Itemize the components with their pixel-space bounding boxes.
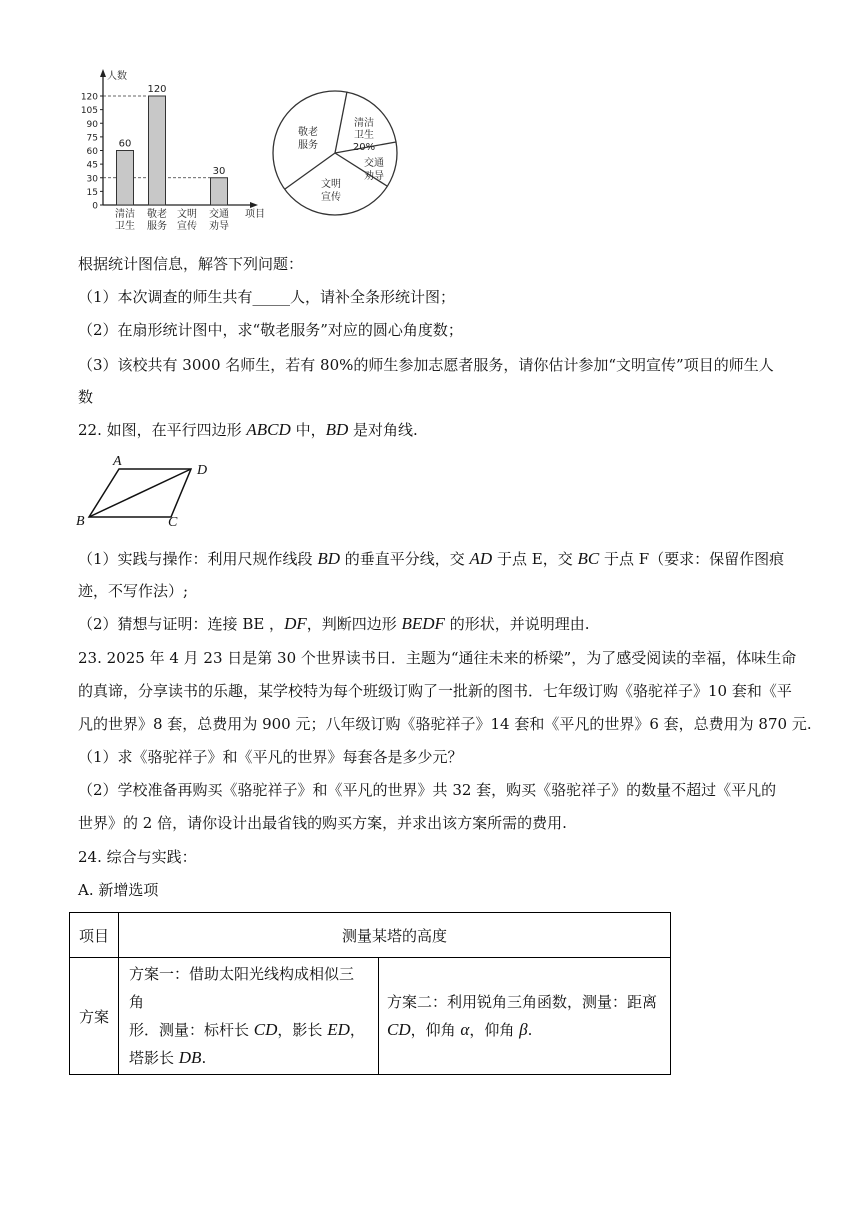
category-label: 宣传 xyxy=(177,221,197,232)
plan-one-line2 xyxy=(129,1016,368,1044)
q21-intro: 根据统计图信息，解答下列问题： xyxy=(78,255,304,273)
plan-two-beta: β xyxy=(519,1020,528,1039)
plan-two-cell xyxy=(379,958,671,1075)
q22-p1-text: 于点 E，交 xyxy=(492,550,578,568)
plan-two-alpha: α xyxy=(460,1020,470,1039)
q22-p1-text: 的垂直平分线，交 xyxy=(340,550,470,568)
q22-part1-line1 xyxy=(78,549,784,569)
y-tick-label: 15 xyxy=(86,187,98,198)
q22-stem-text2: 中， xyxy=(290,421,326,439)
bar xyxy=(149,96,166,205)
y-tick-label: 60 xyxy=(86,147,98,157)
category-label: 敬老 xyxy=(147,209,167,220)
q21-part3-line2: 数 xyxy=(78,388,94,406)
q22-part2 xyxy=(78,614,590,634)
q22-p2-text: （2）猜想与证明：连接 BE ， xyxy=(78,615,285,633)
pie-label-qingjie-2: 卫生 xyxy=(354,130,374,141)
bar-chart xyxy=(70,65,270,240)
q21-part3-line1: （3）该校共有 3000 名师生，若有 80%的师生参加志愿者服务，请你估计参加“文明宣传”项目的师生人 xyxy=(78,356,774,374)
pie-label-qingjie-1: 清洁 xyxy=(354,118,374,129)
q23-part2-line2: 世界》的 2 倍，请你设计出最省钱的购买方案，并求出该方案所需的费用. xyxy=(78,814,567,832)
category-label: 劝导 xyxy=(209,221,229,232)
category-label: 服务 xyxy=(147,221,167,232)
parallelogram-figure xyxy=(72,452,222,532)
q22-p1-bd: BD xyxy=(317,549,340,568)
y-tick-label: 90 xyxy=(86,119,98,130)
q22-p2-text: ，判断四边形 xyxy=(306,615,402,633)
q22-bd: BD xyxy=(325,420,349,439)
y-tick-label: 0 xyxy=(92,201,98,212)
plan-one-line1: 方案一：借助太阳光线构成相似三角 xyxy=(129,965,355,1011)
q22-p1-text: （1）实践与操作：利用尺规作线段 xyxy=(78,550,318,568)
plan-one-line3 xyxy=(129,1044,368,1072)
vertex-d-label: D xyxy=(197,463,208,478)
q22-p2-bedf: BEDF xyxy=(401,614,445,633)
y-tick-label: 75 xyxy=(86,133,98,144)
x-axis-arrow xyxy=(250,202,258,208)
category-label: 卫生 xyxy=(115,221,135,232)
plan-one-cd: CD xyxy=(253,1020,278,1039)
plan-one-ed: ED xyxy=(327,1020,350,1039)
x-axis-label: 项目 xyxy=(245,209,265,220)
q22-p1-text: 于点 F（要求：保留作图痕 xyxy=(599,550,785,568)
plan-one-text: 形．测量：标杆长 xyxy=(129,1021,254,1039)
y-tick-label: 45 xyxy=(86,160,98,171)
y-tick-label: 105 xyxy=(80,106,98,117)
pie-label-jiaotong-1: 交通 xyxy=(364,158,384,169)
pie-label-wenming-1: 文明 xyxy=(321,179,341,190)
q22-part1-line2: 迹，不写作法）; xyxy=(78,582,189,600)
q23-line2: 的真谛，分享读书的乐趣，某学校特为每个班级订购了一批新的图书．七年级订购《骆驼祥子》10 套和《平 xyxy=(78,682,792,700)
vertex-b-label: B xyxy=(76,514,85,529)
q22-abcd: ABCD xyxy=(246,420,291,439)
bar-value-label: 120 xyxy=(147,84,167,95)
q24-sub: A. 新增选项 xyxy=(78,881,159,899)
y-tick-label: 30 xyxy=(86,174,98,185)
y-axis-label: 人数 xyxy=(107,71,127,82)
pie-label-wenming-2: 宣传 xyxy=(321,192,341,203)
pie-divider xyxy=(335,92,347,153)
plan-one-text: ，影长 xyxy=(277,1021,328,1039)
q22-p1-ad: AD xyxy=(469,549,493,568)
plan-one-text: . xyxy=(201,1049,207,1067)
pie-label-jinglao-1: 敬老 xyxy=(298,127,318,138)
q23-line1: 23. 2025 年 4 月 23 日是第 30 个世界读书日．主题为“通往未来的桥梁”，为了感受阅读的幸福，体味生命 xyxy=(78,649,797,667)
q21-part1: （1）本次调查的师生共有_____人，请补全条形统计图； xyxy=(78,288,456,306)
q24-stem: 24. 综合与实践： xyxy=(78,848,197,866)
plan-one-cell xyxy=(119,958,379,1075)
pie-label-jinglao-2: 服务 xyxy=(298,140,318,151)
bar xyxy=(117,151,134,206)
table-header-title: 测量某塔的高度 xyxy=(119,913,671,958)
q22-stem xyxy=(78,420,418,440)
category-label: 清洁 xyxy=(115,209,135,220)
q22-stem-text: 22. 如图，在平行四边形 xyxy=(78,421,247,439)
q22-stem-text3: 是对角线. xyxy=(348,421,418,439)
q21-part2: （2）在扇形统计图中，求“敬老服务”对应的圆心角度数； xyxy=(78,321,463,339)
q23-line3: 凡的世界》8 套，总费用为 900 元；八年级订购《骆驼祥子》14 套和《平凡的世界》6 套，总费用为 870 元. xyxy=(78,715,812,733)
vertex-a-label: A xyxy=(113,454,122,469)
table-row-label-plan: 方案 xyxy=(70,958,119,1075)
plan-one-db: DB xyxy=(178,1048,202,1067)
bar-value-label: 30 xyxy=(212,165,226,177)
vertex-c-label: C xyxy=(168,515,178,530)
plan-two-text: . xyxy=(527,1021,533,1039)
pie-label-jiaotong-2: 劝导 xyxy=(364,171,384,182)
plan-one-text: 塔影长 xyxy=(129,1049,179,1067)
pie-chart xyxy=(270,90,410,220)
q22-p2-text: 的形状，并说明理由. xyxy=(444,615,590,633)
category-label: 文明 xyxy=(177,209,197,220)
q22-p1-bc: BC xyxy=(577,549,600,568)
pie-label-qingjie-pct: 20% xyxy=(352,142,376,153)
q23-part2-line1: （2）学校准备再购买《骆驼祥子》和《平凡的世界》共 32 套，购买《骆驼祥子》的数量不超过《平凡的 xyxy=(78,781,777,799)
bar xyxy=(211,178,228,205)
category-label: 交通 xyxy=(209,209,229,220)
table-header-project: 项目 xyxy=(70,913,119,958)
measurement-table xyxy=(69,912,671,1075)
plan-two-text: ，仰角 xyxy=(469,1021,520,1039)
q22-p2-df: DF xyxy=(284,614,307,633)
plan-two-text: ，仰角 xyxy=(410,1021,461,1039)
y-tick-label: 120 xyxy=(80,92,98,103)
plan-two-line2 xyxy=(387,1016,662,1044)
y-axis-arrow xyxy=(100,69,106,77)
q23-part1: （1）求《骆驼祥子》和《平凡的世界》每套各是多少元？ xyxy=(78,748,463,766)
plan-two-cd: CD xyxy=(387,1020,411,1039)
plan-one-text: ， xyxy=(349,1021,365,1039)
plan-two-line1: 方案二：利用锐角三角函数，测量：距离 xyxy=(387,993,658,1011)
bar-value-label: 60 xyxy=(118,138,132,150)
